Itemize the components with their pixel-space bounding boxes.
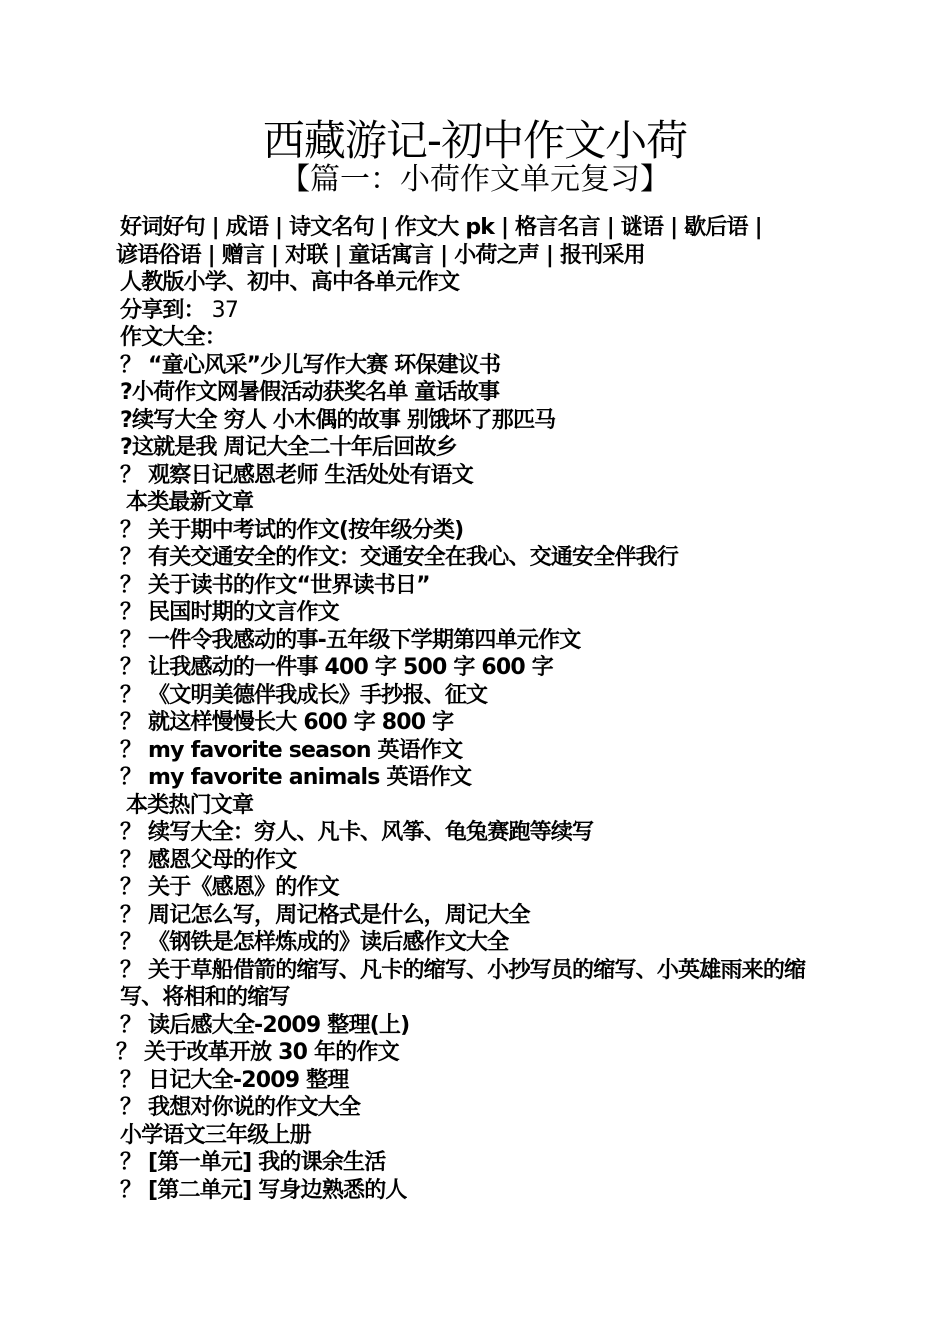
hot-heading: 本类热门文章 xyxy=(126,792,254,818)
latest-item[interactable]: ？ 关于读书的作文“世界读书日” xyxy=(120,572,430,598)
grade-item[interactable]: ？ [第一单元] 我的课余生活 xyxy=(120,1150,386,1175)
latest-item[interactable]: ？ 让我感动的一件事 400 字 500 字 600 字 xyxy=(120,655,553,680)
nav-links-line-2[interactable]: 谚语俗语 | 赠言 | 对联 | 童话寓言 | 小荷之声 | 报刊采用 xyxy=(116,242,645,268)
essay-link[interactable]: ?续写大全 穷人 小木偶的故事 别饿坏了那匹马 xyxy=(120,407,556,433)
hot-item[interactable]: ？ 读后感大全-2009 整理(上) xyxy=(120,1012,410,1038)
document-body xyxy=(116,214,836,1204)
document-title: 西藏游记-初中作文小荷 xyxy=(262,116,688,165)
hot-item[interactable]: ？ 日记大全-2009 整理 xyxy=(120,1067,349,1093)
latest-item[interactable]: ？ 有关交通安全的作文：交通安全在我心、交通安全伴我行 xyxy=(120,545,679,570)
latest-item[interactable]: ？ 关于期中考试的作文(按年级分类) xyxy=(120,517,464,543)
unit-heading: 人教版小学、初中、高中各单元作文 xyxy=(120,270,460,295)
grade-heading: 小学语文三年级上册 xyxy=(120,1122,311,1148)
hot-item[interactable]: ？ 续写大全：穷人、凡卡、风筝、龟兔赛跑等续写 xyxy=(120,820,594,845)
essays-heading: 作文大全： xyxy=(120,325,227,350)
latest-item[interactable]: ？ 就这样慢慢长大 600 字 800 字 xyxy=(120,710,454,735)
share-row xyxy=(116,297,836,325)
latest-heading: 本类最新文章 xyxy=(126,490,254,515)
latest-item[interactable]: ？ 一件令我感动的事-五年级下学期第四单元作文 xyxy=(120,627,581,653)
hot-item[interactable]: ？ 关于草船借箭的缩写、凡卡的缩写、小抄写员的缩写、小英雄雨来的缩写、将相和的缩写 xyxy=(120,957,806,1010)
hot-item[interactable]: ？ 关于《感恩》的作文 xyxy=(120,875,339,900)
essay-link[interactable]: ?这就是我 周记大全二十年后回故乡 xyxy=(120,435,457,460)
essay-link[interactable]: ?小荷作文网暑假活动获奖名单 童话故事 xyxy=(120,380,500,405)
hot-item[interactable]: ？ 周记怎么写，周记格式是什么，周记大全 xyxy=(120,902,530,928)
essay-link[interactable]: ？ 观察日记感恩老师 生活处处有语文 xyxy=(120,462,473,488)
latest-item[interactable]: ？ my favorite season 英语作文 xyxy=(120,737,463,763)
hot-item[interactable]: ？ 关于改革开放 30 年的作文 xyxy=(116,1040,399,1065)
latest-item[interactable]: ？ my favorite animals 英语作文 xyxy=(120,765,472,790)
hot-item[interactable]: ？ 感恩父母的作文 xyxy=(120,847,297,873)
hot-item[interactable]: ？ 我想对你说的作文大全 xyxy=(120,1095,361,1120)
grade-item[interactable]: ？ [第二单元] 写身边熟悉的人 xyxy=(120,1177,407,1203)
share-label: 分享到： xyxy=(120,297,205,323)
latest-item[interactable]: ？ 《文明美德伴我成长》手抄报、征文 xyxy=(120,682,488,708)
nav-links-line-1[interactable]: 好词好句 | 成语 | 诗文名句 | 作文大 pk | 格言名言 | 谜语 | 歇后语 | xyxy=(120,215,762,240)
document-subtitle: 【篇一：小荷作文单元复习】 xyxy=(280,162,670,197)
share-count: 37 xyxy=(211,297,239,323)
essay-link[interactable]: ？ “童心风采”少儿写作大赛 环保建议书 xyxy=(120,352,501,378)
latest-item[interactable]: ？ 民国时期的文言作文 xyxy=(120,600,339,625)
hot-item[interactable]: ？ 《钢铁是怎样炼成的》读后感作文大全 xyxy=(120,930,509,955)
